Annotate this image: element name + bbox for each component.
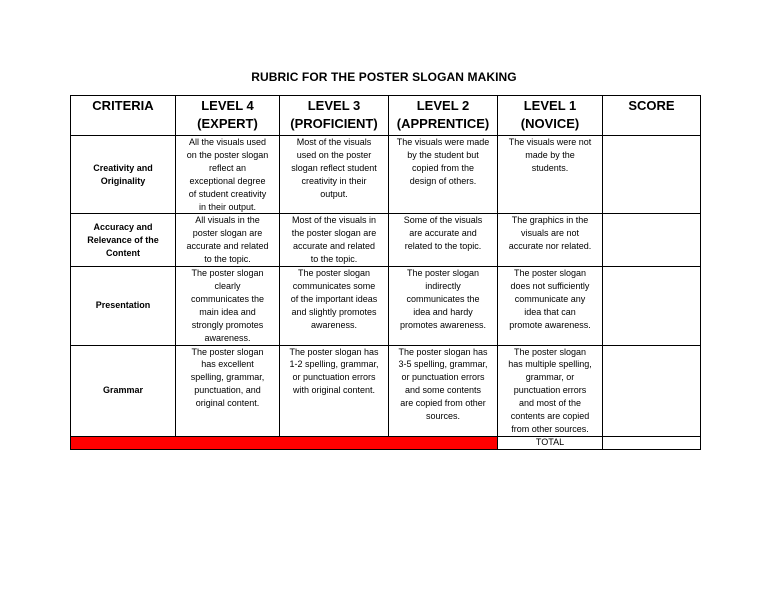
cell-line: sources. bbox=[425, 411, 460, 422]
cell-line: Originality bbox=[100, 175, 146, 186]
score-cell bbox=[603, 214, 701, 267]
cell-line: The poster slogan bbox=[513, 268, 587, 279]
header-criteria: CRITERIA bbox=[71, 96, 176, 136]
cell-line: awareness. bbox=[310, 319, 358, 330]
cell-line: communicates the bbox=[190, 293, 265, 304]
cell-line: punctuation errors bbox=[513, 385, 587, 396]
cell-line: The poster slogan has bbox=[289, 346, 379, 357]
cell-line: accurate nor related. bbox=[508, 241, 592, 252]
level1-cell bbox=[498, 267, 603, 345]
level3-cell bbox=[280, 267, 389, 345]
cell-line: main idea and bbox=[199, 306, 256, 317]
table-row bbox=[71, 345, 701, 436]
cell-line: does not sufficiently bbox=[510, 280, 590, 291]
cell-line: to the topic. bbox=[310, 254, 358, 265]
cell-line: copied from the bbox=[411, 162, 475, 173]
cell-line: and slightly promotes bbox=[291, 306, 377, 317]
level4-cell bbox=[176, 214, 280, 267]
cell-line: used on the poster bbox=[296, 149, 372, 160]
cell-line: or punctuation errors bbox=[292, 372, 376, 383]
table-row bbox=[71, 267, 701, 345]
cell-line: communicate any bbox=[514, 293, 586, 304]
cell-line: punctuation, and bbox=[194, 385, 261, 396]
criteria-cell bbox=[71, 214, 176, 267]
cell-line: The graphics in the bbox=[511, 215, 589, 226]
level2-cell bbox=[389, 136, 498, 214]
cell-line: Most of the visuals in bbox=[291, 215, 377, 226]
cell-line: poster slogan are bbox=[192, 228, 263, 239]
cell-line: creativity in their bbox=[301, 175, 367, 186]
cell-line: The poster slogan has bbox=[398, 346, 488, 357]
cell-line: spelling, grammar, bbox=[190, 372, 265, 383]
cell-line: and most of the bbox=[518, 398, 582, 409]
cell-line: of student creativity bbox=[188, 188, 267, 199]
cell-line: and some contents bbox=[404, 385, 482, 396]
rubric-table bbox=[70, 95, 701, 450]
cell-line: made by the bbox=[525, 149, 575, 160]
cell-line: strongly promotes bbox=[191, 319, 264, 330]
criteria-cell bbox=[71, 345, 176, 436]
cell-line: contents are copied bbox=[510, 411, 590, 422]
level2-cell bbox=[389, 214, 498, 267]
header-level1: LEVEL 1 (NOVICE) bbox=[498, 96, 603, 136]
cell-line: promote awareness. bbox=[509, 319, 591, 330]
header-row bbox=[71, 96, 701, 136]
cell-line: Some of the visuals bbox=[403, 215, 483, 226]
cell-line: 3-5 spelling, grammar, bbox=[398, 359, 488, 370]
score-cell bbox=[603, 345, 701, 436]
cell-line: Presentation bbox=[95, 300, 151, 311]
cell-line: clearly bbox=[214, 280, 241, 291]
header-level3: LEVEL 3 (PROFICIENT) bbox=[280, 96, 389, 136]
cell-line: original content. bbox=[195, 398, 260, 409]
cell-line: indirectly bbox=[425, 280, 461, 291]
cell-line: All the visuals used bbox=[188, 137, 267, 147]
rubric-title: RUBRIC FOR THE POSTER SLOGAN MAKING bbox=[251, 70, 517, 84]
header-level4: LEVEL 4 (EXPERT) bbox=[176, 96, 280, 136]
cell-line: are accurate and bbox=[409, 228, 477, 239]
cell-line: The poster slogan bbox=[191, 268, 264, 279]
cell-line: are copied from other bbox=[400, 398, 486, 409]
total-row bbox=[71, 436, 701, 449]
level4-cell bbox=[176, 267, 280, 345]
header-level2: LEVEL 2 (APPRENTICE) bbox=[389, 96, 498, 136]
cell-line: exceptional degree bbox=[189, 175, 266, 186]
cell-line: accurate and related bbox=[186, 241, 269, 252]
cell-line: in their output. bbox=[198, 201, 257, 212]
cell-line: Accuracy and bbox=[93, 221, 153, 232]
total-label: TOTAL bbox=[498, 436, 603, 449]
header-score: SCORE bbox=[603, 96, 701, 136]
level4-cell bbox=[176, 345, 280, 436]
cell-line: The poster slogan bbox=[191, 346, 264, 357]
cell-line: has multiple spelling, bbox=[508, 359, 592, 370]
level2-cell bbox=[389, 345, 498, 436]
level3-cell bbox=[280, 136, 389, 214]
cell-line: idea that can bbox=[524, 306, 576, 317]
cell-line: related to the topic. bbox=[404, 241, 482, 252]
cell-line: by the student but bbox=[407, 149, 479, 160]
cell-line: awareness. bbox=[204, 332, 251, 343]
cell-line: reflect an bbox=[208, 162, 247, 173]
cell-line: The poster slogan bbox=[297, 268, 371, 279]
cell-line: students. bbox=[531, 162, 569, 173]
level3-cell bbox=[280, 214, 389, 267]
cell-line: Creativity and bbox=[93, 162, 153, 173]
cell-line: on the poster slogan bbox=[186, 149, 269, 160]
score-cell bbox=[603, 136, 701, 214]
level3-cell bbox=[280, 345, 389, 436]
cell-line: The visuals were not bbox=[508, 137, 592, 147]
cell-line: Content bbox=[106, 247, 140, 258]
level1-cell bbox=[498, 345, 603, 436]
cell-line: promotes awareness. bbox=[399, 319, 487, 330]
total-score-cell bbox=[603, 436, 701, 449]
cell-line: grammar, or bbox=[525, 372, 575, 383]
cell-line: to the topic. bbox=[204, 254, 251, 265]
cell-line: accurate and related bbox=[292, 241, 376, 252]
criteria-cell bbox=[71, 267, 176, 345]
cell-line: 1-2 spelling, grammar, bbox=[289, 359, 379, 370]
cell-line: All visuals in the bbox=[195, 215, 260, 226]
table-row bbox=[71, 214, 701, 267]
level4-cell bbox=[176, 136, 280, 214]
score-cell bbox=[603, 267, 701, 345]
cell-line: or punctuation errors bbox=[401, 372, 485, 383]
cell-line: visuals are not bbox=[520, 228, 580, 239]
cell-line: design of others. bbox=[409, 175, 477, 186]
cell-line: output. bbox=[320, 188, 348, 199]
cell-line: communicates the bbox=[406, 293, 480, 304]
cell-line: the poster slogan are bbox=[291, 228, 377, 239]
cell-line: slogan reflect student bbox=[291, 162, 377, 173]
cell-line: The poster slogan bbox=[406, 268, 480, 279]
cell-line: has excellent bbox=[201, 359, 254, 370]
level2-cell bbox=[389, 267, 498, 345]
cell-line: from other sources. bbox=[511, 423, 589, 434]
table-row bbox=[71, 136, 701, 214]
cell-line: Relevance of the bbox=[87, 234, 159, 245]
cell-line: with original content. bbox=[292, 385, 376, 396]
cell-line: Most of the visuals bbox=[296, 137, 372, 147]
level1-cell bbox=[498, 214, 603, 267]
cell-line: communicates some bbox=[292, 280, 376, 291]
cell-line: Grammar bbox=[102, 385, 144, 396]
cell-line: idea and hardy bbox=[413, 306, 473, 317]
criteria-cell bbox=[71, 136, 176, 214]
cell-line: The poster slogan bbox=[513, 346, 587, 357]
level1-cell bbox=[498, 136, 603, 214]
total-red-bar bbox=[71, 436, 498, 449]
cell-line: of the important ideas bbox=[290, 293, 378, 304]
cell-line: The visuals were made bbox=[396, 137, 490, 147]
